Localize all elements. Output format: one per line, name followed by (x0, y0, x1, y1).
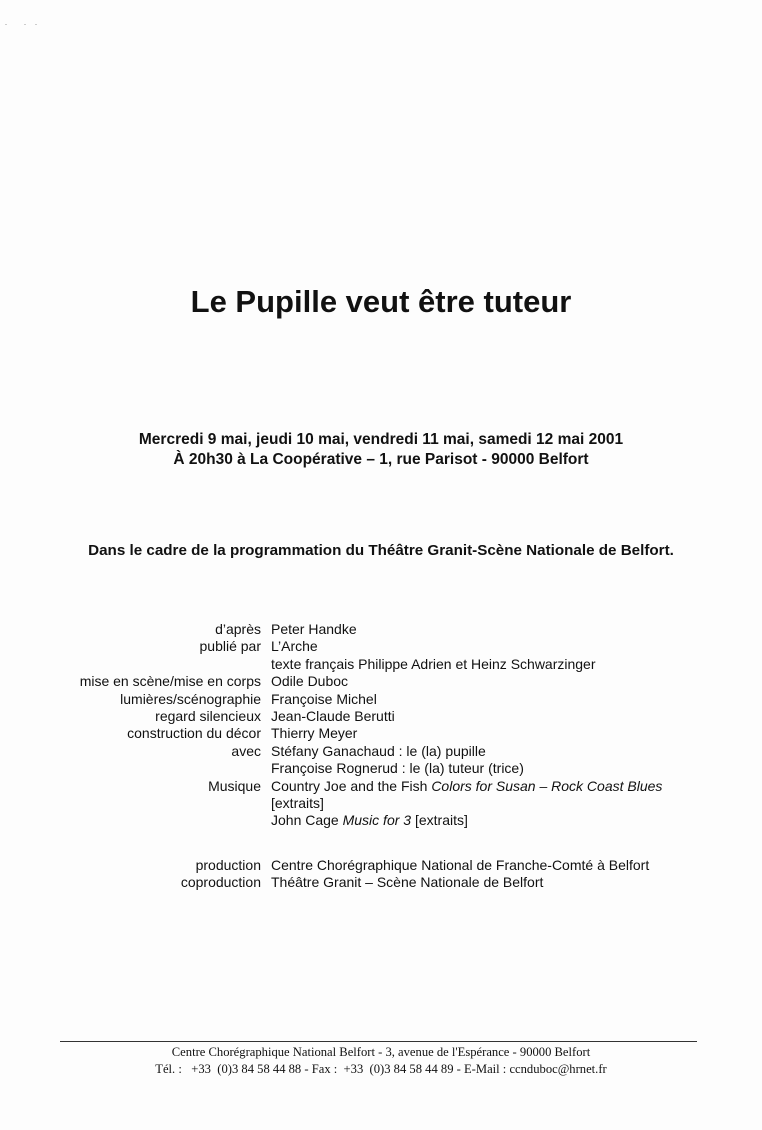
music-note: [extraits] (411, 812, 468, 829)
footer (0, 1044, 762, 1078)
credit-label: avec (231, 742, 261, 759)
credit-label (0, 656, 271, 673)
music-value (271, 812, 468, 829)
credit-label: publié par (199, 638, 261, 655)
credit-row (0, 760, 762, 777)
credit-label: regard silencieux (155, 708, 261, 725)
document-title: Le Pupille veut être tuteur (190, 284, 572, 319)
credit-row (0, 656, 762, 673)
footer-divider (60, 1041, 697, 1042)
footer-contact: Tél. : +33 (0)3 84 58 44 88 - Fax : +33 (0)3 84 58 44 89 - E-Mail : ccnduboc@hrnet.fr (155, 1062, 607, 1076)
production-label: production (195, 857, 261, 873)
credit-row (0, 621, 762, 638)
programme-context: Dans le cadre de la programmation du Théâtre Granit-Scène Nationale de Belfort. (88, 542, 674, 559)
credit-label: construction du décor (127, 725, 261, 742)
scan-speck (5, 24, 7, 25)
music-title: Colors for Susan – Rock Coast Blues (431, 777, 663, 794)
music-value (271, 778, 662, 795)
credit-label (0, 760, 271, 777)
credit-row (0, 638, 762, 655)
scan-speck (24, 24, 26, 25)
production-value: Centre Chorégraphique National de Franche-Comté à Belfort (271, 857, 650, 873)
production-label: coproduction (180, 874, 261, 891)
credit-row (0, 725, 762, 742)
credit-value: Jean-Claude Berutti (271, 708, 395, 725)
venue-line: À 20h30 à La Coopérative – 1, rue Parisot - 90000 Belfort (173, 451, 589, 468)
credit-row (0, 743, 762, 760)
credit-value: Peter Handke (271, 621, 357, 637)
footer-address: Centre Chorégraphique National Belfort - 3, avenue de l'Espérance - 90000 Belfort (171, 1045, 591, 1059)
credit-value: Thierry Meyer (271, 725, 358, 742)
credits-list (0, 621, 762, 830)
credit-label: d’après (215, 621, 261, 637)
performance-dates (0, 430, 762, 470)
credit-value: Françoise Rognerud : le (la) tuteur (trice) (271, 760, 524, 777)
dates-line: Mercredi 9 mai, jeudi 10 mai, vendredi 11 mai, samedi 12 mai 2001 (138, 431, 624, 448)
production-row (0, 874, 762, 891)
scan-speck (35, 24, 37, 25)
credit-label: lumières/scénographie (120, 690, 261, 707)
credit-row (0, 708, 762, 725)
production-row (0, 857, 762, 874)
music-note: [extraits] (271, 795, 324, 812)
credit-row (0, 673, 762, 690)
credit-row (0, 691, 762, 708)
credit-value: L’Arche (271, 638, 318, 655)
credit-value: Stéfany Ganachaud : le (la) pupille (271, 742, 486, 759)
music-artist: Country Joe and the Fish (271, 777, 432, 794)
credit-value: Odile Duboc (271, 673, 349, 690)
production-value: Théâtre Granit – Scène Nationale de Belfort (271, 874, 544, 891)
music-label: Musique (208, 777, 261, 794)
music-artist: John Cage (271, 812, 343, 829)
credit-value: texte français Philippe Adrien et Heinz Schwarzinger (271, 655, 596, 672)
credit-label: mise en scène/mise en corps (79, 673, 261, 690)
music-row (0, 778, 762, 795)
music-row (0, 812, 762, 829)
music-row (0, 795, 762, 812)
music-title: Music for 3 (342, 812, 412, 829)
production-list (0, 857, 762, 892)
credit-value: Françoise Michel (271, 690, 377, 707)
